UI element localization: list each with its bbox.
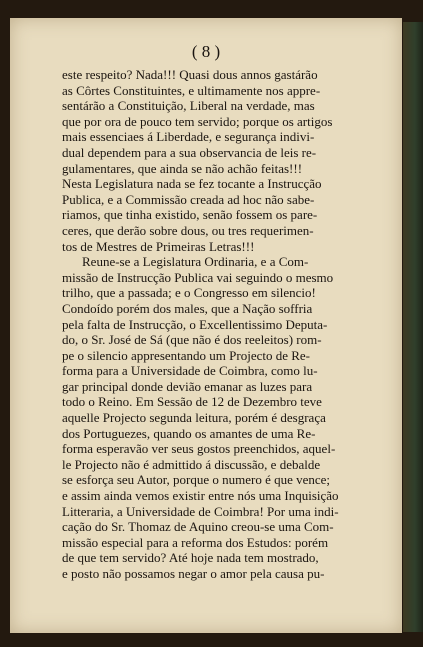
text-line: riamos, que tinha existido, senão fossem os pare-	[62, 207, 318, 223]
text-line: forma para a Universidade de Coimbra, como lu-	[62, 363, 318, 379]
page-number: ( 8 )	[191, 42, 221, 61]
text-line: cação do Sr. Thomaz de Aquino creou-se uma Com-	[62, 519, 334, 535]
text-line: dos Portuguezes, quando os amantes de uma Re-	[62, 425, 316, 441]
text-line: Nesta Legislatura nada se fez tocante a Instrucção	[62, 176, 322, 192]
text-line: pela falta de Instrucção, o Excellentissimo Deputa-	[62, 316, 328, 332]
text-line: missão de Instrucção Publica vai seguindo o mesmo	[62, 269, 334, 285]
book-page	[10, 18, 402, 633]
text-line: missão especial para a reforma dos Estudos: porém	[62, 534, 329, 550]
text-line: Reune-se a Legislatura Ordinaria, e a Com-	[82, 254, 309, 270]
text-line: ceres, que derão sobre dous, ou tres requerimen-	[62, 222, 314, 238]
text-line: tos de Mestres de Primeiras Letras!!!	[62, 238, 255, 254]
text-line: e assim ainda vemos existir entre nós uma Inquisição	[62, 488, 339, 504]
text-line: e posto não possamos negar o amor pela causa pu-	[62, 566, 325, 581]
text-line: trilho, que a passada; e o Congresso em silencio!	[62, 285, 316, 301]
text-line: este respeito? Nada!!! Quasi dous annos gastárão	[62, 67, 318, 82]
text-line: Publica, e a Commissão creada ad hoc não sabe-	[62, 191, 315, 207]
text-line: aquelle Projecto segunda leitura, porém é desgraça	[62, 410, 326, 426]
text-line: do, o Sr. José de Sá (que não é dos reeleitos) rom-	[62, 332, 322, 348]
text-line: todo o Reino. Em Sessão de 12 de Dezembro teve	[62, 394, 322, 410]
text-line: de que tem servido? Até hoje nada tem mostrado,	[62, 550, 319, 566]
text-line: Condoído porém dos males, que a Nação soffria	[62, 300, 313, 316]
text-line: que por ora de pouco tem servido; porque os artigos	[62, 113, 333, 129]
text-line: Litteraria, a Universidade de Coimbra! Por uma indi-	[62, 503, 339, 519]
text-line: as Côrtes Constituintes, e ultimamente nos appre-	[62, 82, 321, 98]
text-line: forma esperavão ver seus gostos preenchidos, aquel-	[62, 441, 336, 457]
text-line: se esforça seu Autor, porque o numero é que vence;	[62, 472, 331, 488]
text-line: le Projecto não é admittido á discussão, e debalde	[62, 456, 321, 472]
text-line: dual dependem para a sua observancia de leis re-	[62, 144, 317, 160]
text-line: gar principal donde devião emanar as luzes para	[62, 378, 313, 394]
adjacent-page-edge	[403, 22, 423, 632]
body-text	[62, 67, 386, 582]
text-line: pe o silencio appresentando um Projecto de Re-	[62, 347, 311, 363]
text-line: sentárão a Constituição, Liberal na verdade, mas	[62, 98, 315, 114]
text-line: gulamentares, que ainda se não achão feitas!!!	[62, 160, 303, 176]
text-line: mais essenciaes á Liberdade, e segurança indivi-	[62, 129, 315, 145]
